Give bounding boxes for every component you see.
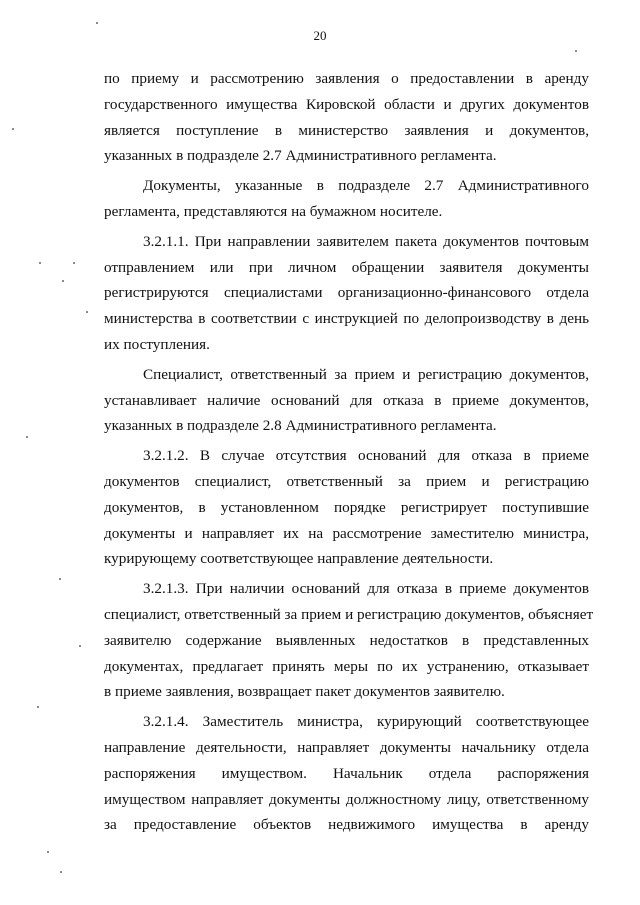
text-line: указанных в подразделе 2.7 Административного регламента. bbox=[104, 147, 497, 165]
text-line: является поступление в министерство заявления и документов, bbox=[104, 121, 589, 139]
text-line: по приему и рассмотрению заявления о предоставлении в аренду bbox=[104, 70, 589, 87]
paragraph bbox=[104, 443, 589, 572]
text-line: Документы, указанные в подразделе 2.7 Административного bbox=[143, 177, 589, 195]
scan-speck bbox=[73, 262, 75, 264]
scan-speck bbox=[47, 851, 49, 853]
paragraph bbox=[104, 173, 589, 225]
scan-speck bbox=[79, 645, 81, 647]
text-line: 3.2.1.4. Заместитель министра, курирующий соответствующее bbox=[143, 713, 589, 731]
text-line: Специалист, ответственный за прием и регистрацию документов, bbox=[143, 365, 589, 383]
text-line: регламента, представляются на бумажном носителе. bbox=[104, 202, 443, 220]
scan-speck bbox=[59, 578, 61, 580]
scan-speck bbox=[86, 311, 88, 313]
scan-speck bbox=[575, 50, 577, 52]
paragraph bbox=[104, 66, 589, 169]
text-line: направление деятельности, направляет документы начальнику отдела bbox=[104, 738, 589, 756]
text-line: в приеме заявления, возвращает пакет документов заявителю. bbox=[104, 683, 505, 701]
text-line: за предоставление объектов недвижимого имущества в аренду bbox=[104, 816, 589, 834]
text-line: распоряжения имуществом. Начальник отдела распоряжения bbox=[104, 764, 589, 782]
paragraph bbox=[104, 229, 589, 358]
text-line: отправлением или при личном обращении заявителя документы bbox=[104, 258, 589, 276]
scan-speck bbox=[26, 436, 28, 438]
text-line: документы и направляет их на рассмотрение заместителю министра, bbox=[104, 524, 589, 542]
text-line: имуществом направляет документы должностному лицу, ответственному bbox=[104, 790, 589, 808]
document-body bbox=[104, 66, 594, 838]
scan-speck bbox=[62, 280, 64, 282]
text-line: документов специалист, ответственный за прием и регистрацию bbox=[104, 472, 589, 490]
text-line: указанных в подразделе 2.8 Административного регламента. bbox=[104, 417, 497, 435]
text-line: регистрируются специалистами организационно-финансового отдела bbox=[104, 284, 589, 302]
scan-speck bbox=[39, 262, 41, 264]
scan-speck bbox=[12, 128, 14, 130]
text-line: заявителю содержание выявленных недостатков в представленных bbox=[104, 631, 589, 649]
text-line: 3.2.1.2. В случае отсутствия оснований для отказа в приеме bbox=[143, 447, 589, 465]
text-line: их поступления. bbox=[104, 335, 210, 353]
scan-speck bbox=[96, 22, 98, 24]
text-line: государственного имущества Кировской области и других документов bbox=[104, 95, 589, 113]
text-line: документах, предлагает принять меры по их устранению, отказывает bbox=[104, 657, 589, 675]
page-number: 20 bbox=[313, 28, 327, 43]
text-line: документов, в установленном порядке регистрирует поступившие bbox=[104, 498, 589, 516]
paragraph bbox=[104, 576, 594, 705]
scan-speck bbox=[60, 871, 62, 873]
text-line: курирующему соответствующее направление деятельности. bbox=[104, 550, 494, 568]
text-line: устанавливает наличие оснований для отказа в приеме документов, bbox=[104, 391, 589, 409]
paragraph bbox=[104, 362, 589, 439]
scan-speck bbox=[37, 706, 39, 708]
text-line: 3.2.1.3. При наличии оснований для отказа в приеме документов bbox=[143, 580, 589, 598]
paragraph bbox=[104, 709, 589, 838]
text-line: специалист, ответственный за прием и регистрацию документов, объясняет bbox=[104, 605, 594, 623]
text-line: министерства в соответствии с инструкцией по делопроизводству в день bbox=[104, 310, 589, 328]
text-line: 3.2.1.1. При направлении заявителем пакета документов почтовым bbox=[143, 232, 589, 250]
